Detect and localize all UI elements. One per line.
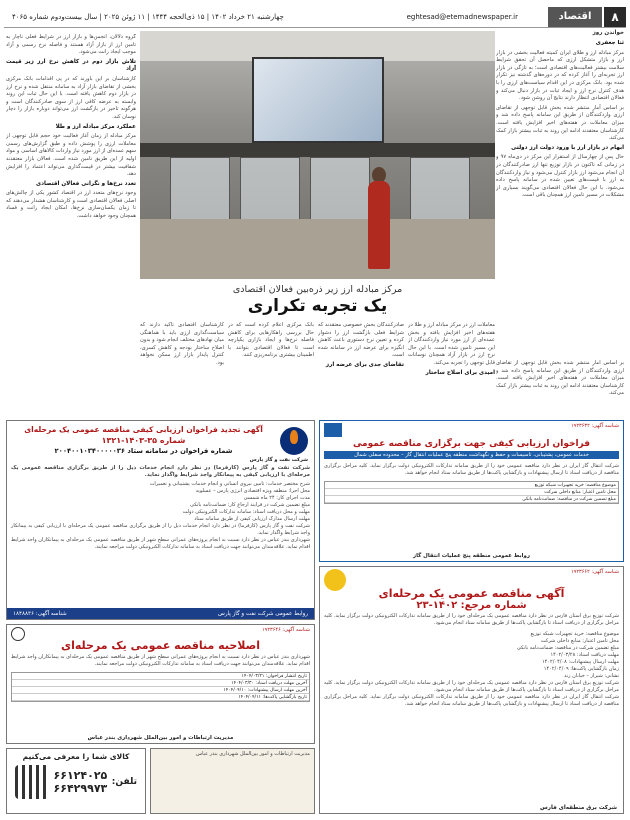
left-paragraph-1: گروه دلالان، انجمن‌ها و بازار ارز در شرایط فعلی ناچار به تامین ارز از بازار آزاد هستند و فاصله نرخ رسمی و آزاد موجب ایجاد رانت می‌شود. (6, 34, 136, 56)
ad-title: آگهی تجدید فراخوان ارزیابی کیفی مناقصه عمومی یک مرحله‌ای (24, 425, 263, 434)
ad-intro: شرکت نفت و گاز پارس (کارفرما) در نظر دارد انجام خدمات ذیل را از طریق برگزاری مناقصه عمومی یک مرحله‌ای با ارزیابی کیفی به پیمانکار واجد شرایط واگذار نماید. (11, 465, 310, 478)
ad-item: شرکت انتقال گاز ایران در نظر دارد مناقصه عمومی خود را از طریق سامانه تدارکات الکترونیکی دولت برگزار نماید. کلیه مراحل برگزاری مناقصه از دریافت اسناد تا ارسال پیشنهادات و بازگشایی پاکت‌ها از طریق سامانه ستاد انجام خواهد شد. (324, 694, 619, 707)
ad-gas-transmission (319, 420, 624, 562)
ad-correction-tender (6, 624, 315, 744)
ad-items (320, 629, 623, 710)
phone-number: ۶۶۱۲۴۰۲۵ (53, 769, 108, 782)
table-row: آخرین مهلت ارسال پیشنهادات: ۱۴۰۴/۰۴/۱۰ (12, 687, 309, 694)
table-row: موضوع مناقصه: خرید تجهیزات شبکه توزیع (325, 482, 618, 489)
people-illustration-icon (15, 765, 49, 799)
right-paragraph-1: مرکز مبادله ارز و طلای ایران کمیته فعالیت بخشی در بازار ارز و بازار متشکل ارزی که ماحصل آن تحقق شرایط سلامت بیشتر فعالیت‌های اقتصادی است؛ به تازگی در بازار ارز تجربه‌ای را آغاز کرده که در دوره‌های گذشته نیز تکرار شده بود. بانک مرکزی در این اقدام سیاست‌های ارزی را با هدف کنترل نرخ ارز و ایجاد ثبات در بازار دنبال می‌کند و فعالان اقتصادی انتظار دارند نتایج آن روشن شود. (496, 49, 624, 102)
ad-item: مهلت ارسال مدارک ارزیابی کیفی از طریق سامانه ستاد (194, 516, 310, 522)
right-lower-paragraph: بر اساس آمار منتشر شده بخش قابل توجهی از تقاضای ارزی واردکنندگان از طریق این سامانه پاسخ داده شد و میزان معاملات در هفته‌های اخیر افزایش یافته است. کارشناسان معتقدند ادامه این روند به ثبات بیشتر بازار کمک می‌کند. (496, 360, 624, 397)
right-paragraph-3: حال پس از چهارسال از استقرار این مرکز در دی‌ماه ۹۷ و در زمانی که تاکنون در بازار توزیع تنها ارز صادرکنندگان در آن انجام می‌شود ارز بازار کنترل می‌شود و نیاز واردکنندگان به ارز با قیمت‌های تعیین شده در سامانه پاسخ داده می‌شود. با این حال فعالان اقتصادی می‌گویند بسیاری از مشکلات در مسیر تامین ارز همچنان باقی است. (496, 154, 624, 199)
phone-number: ۶۶۴۲۹۹۷۳ (53, 782, 108, 795)
right-column (496, 40, 624, 358)
ad-setad-number: شماره فراخوان در سامانه ستاد ۲۰۰۴۰۰۱۰۳۴۰۰۰۰۰۳۶ (54, 447, 233, 455)
ad-item: مهلت ارسال پیشنهادات: ۱۴۰۲/۰۴/۰۸ (541, 659, 619, 665)
ad-item: مدت اجرای کار: ۲۴ ماه شمسی (243, 495, 310, 501)
display-screen (252, 57, 384, 143)
ad-item: شرح مختصر خدمات: تامین نیروی انسانی و انجام خدمات پشتیبانی و تعمیرات (149, 481, 310, 487)
ad-footer: روابط عمومی شرکت نفت و گاز پارس (218, 610, 308, 617)
right-subheading: ابهام در بازار ارز با ورود دولت ارز دولتی (511, 144, 624, 151)
table-row: تاریخ انتشار فراخوان: ۱۴۰۴/۰۳/۲۱ (12, 673, 309, 680)
dateline: چهارشنبه ۲۱ خرداد ۱۴۰۲ | ۱۵ ذی‌الحجه ۱۴۴۴ | ۱۱ ژوئن ۲۰۲۵ | سال بیست‌ودوم شماره ۴۰۶۵ (12, 12, 284, 21)
ad-item: مهلت دریافت اسناد: ۱۴۰۲/۰۳/۲۸ (550, 652, 619, 658)
ad-footer: مدیریت ارتباطات و امور بین‌الملل شهرداری بندر عباس (87, 735, 234, 741)
person-figure (368, 181, 390, 269)
ad-footer: روابط عمومی منطقه پنج عملیات انتقال گاز (413, 553, 530, 559)
ad-schedule-table (11, 672, 310, 702)
ad-item: شرکت نفت و گاز پارس (کارفرما) در نظر دارد انجام خدمات ذیل را از طریق برگزاری مناقصه عمومی یک مرحله‌ای با ارزیابی کیفی به پیمانکار واجد شرایط واگذار نماید. (11, 523, 310, 536)
mid-paragraph-3: بانک مرکزی اعلام کرده است که در حال بررسی راهکارهایی برای کاهش فاصله نرخ‌ها و ایجاد بازاری یکپارچه است تا فعالان اقتصادی بتوانند با اطمینان بیشتری برنامه‌ریزی کنند. (228, 322, 314, 359)
power-company-logo-icon (324, 569, 346, 591)
mid-subheading-2: تقاضای جدی برای عرضه ارز (325, 361, 404, 368)
mid-column-3 (228, 322, 314, 414)
table-row: آخرین مهلت دریافت اسناد: ۱۴۰۴/۰۳/۳۰ (12, 680, 309, 687)
ad-footer: شرکت برق منطقه‌ای فارس (540, 805, 617, 811)
left-paragraph-3: مرکز مبادله از زمان آغاز فعالیت خود حجم قابل توجهی از معاملات ارزی را پوشش داده و طبق گزارش‌های رسمی سهم عمده‌ای از ارز مورد نیاز واردات کالاهای اساسی و مواد اولیه از این طریق تامین شده است. فعالان بازار معتقدند شفافیت بیشتر در قیمت‌گذاری می‌تواند اعتماد را افزایش دهد. (6, 133, 136, 178)
table-row: مبلغ تضمین شرکت در مناقصه: ضمانت‌نامه بانکی (325, 496, 618, 503)
ad-item: موضوع مناقصه: خرید تجهیزات شبکه توزیع (530, 631, 619, 637)
ad-code: شناسه آگهی: ۱۹۲۳۶۴۶ (261, 627, 310, 633)
ad-title: آگهی مناقصه عمومی یک مرحله‌ای (378, 587, 565, 600)
ad-body: شرکت توزیع برق استان فارس در نظر دارد مناقصه عمومی یک مرحله‌ای خود را از طریق سامانه تدارکات الکترونیکی دولت برگزار نماید. کلیه مراحل برگزاری از دریافت اسناد تا بازگشایی پاکت‌ها از طریق سامانه ستاد انجام می‌شود. (324, 613, 619, 626)
ad-item: مهلت و محل دریافت اسناد: سامانه تدارکات الکترونیکی دولت (182, 509, 310, 515)
mid-paragraph-4: کارشناسان اقتصادی تاکید دارند که سیاست‌گذاری ارزی باید با هماهنگی میان نهادهای مختلف انجام شود و بدون اصلاح ساختار بودجه و کاهش کسری، کنترل پایدار بازار ارز ممکن نخواهد بود. (140, 322, 224, 366)
mid-column-1 (408, 322, 495, 414)
gas-company-logo-icon (324, 423, 342, 437)
ad-code: شناسه آگهی: ۱۹۲۳۶۶۲ (570, 569, 619, 575)
ad-title: فراخوان ارزیابی کیفی جهت برگزاری مناقصه عمومی (352, 439, 591, 449)
article-headline: یک تجربه تکراری (247, 296, 388, 316)
page-number: ۸ (604, 7, 626, 27)
ad-number: شماره ۳۵-۱۴۰۳-۱۳۲۱ (101, 436, 186, 445)
ad-company: شرکت نفت و گاز پارس (249, 457, 308, 463)
ad-item: شهرداری بندر عباس در نظر دارد نسبت به انجام پروژه‌های عمرانی سطح شهر از طریق مناقصه عمومی یک مرحله‌ای به پیمانکاران واجد شرایط اقدام نماید. علاقه‌مندان می‌توانند جهت دریافت اسناد به سامانه تدارکات الکترونیکی دولت مراجعه نمایند. (11, 537, 310, 550)
ad-items (7, 481, 314, 553)
left-subheading-1: تلاش بازار دوم در کاهش نرخ ارز زیر قیمت آزاد (6, 58, 136, 73)
mid-subheading-1: امیدی برای اصلاح ساختار (425, 369, 495, 376)
right-paragraph-2: بر اساس آمار منتشر شده بخش قابل توجهی از تقاضای ارزی واردکنندگان از طریق این سامانه پاسخ داده شد و میزان معاملات در هفته‌های اخیر افزایش یافته است. کارشناسان معتقدند ادامه این روند به ثبات بیشتر بازار کمک می‌کند. (496, 104, 624, 142)
section-email: eghtesad@etemadnewspaper.ir (406, 12, 518, 21)
ad-item: مبلغ تضمین شرکت در مناقصه: ضمانت‌نامه بانکی (516, 645, 619, 651)
section-title: اقتصاد (548, 7, 602, 27)
mid-column-4 (140, 322, 224, 414)
ad-code: شناسه آگهی: ۱۸۴۸۸۳۶ (13, 610, 67, 617)
mid-paragraph-2: صادرکنندگان بخش خصوصی معتقدند که شرایط فعلی بازگشت ارز را دشوار کرده و تعیین نرخ دستوری باعث کاهش انگیزه برای عرضه ارز در سامانه شده است. (318, 322, 404, 359)
ad-item: محل تامین اعتبار: منابع داخلی شرکت (540, 638, 619, 644)
ad-number: شماره مرجع: ۱۴۰۲-۲۳ (416, 600, 527, 611)
left-paragraph-4: وجود نرخ‌های متعدد ارز در اقتصاد کشور یکی از چالش‌های اصلی فعالان اقتصادی است و کارشناسان هشدار می‌دهند که تا زمان یکسان‌سازی نرخ‌ها، امکان ایجاد رانت و فساد همچنان وجود خواهد داشت. (6, 190, 136, 220)
ad-table (324, 481, 619, 504)
column-tag: خواندن روز (592, 30, 624, 36)
ad-subtitle: خدمات عمومی، پشتیبانی، تاسیسات و حفظ و نگهداشت منطقه پنج عملیات انتقال گاز – محدوده سفلی شمال (324, 451, 619, 459)
notice-text: مدیریت ارتباطات و امور بین‌الملل شهرداری بندر عباس (195, 751, 310, 757)
table-row: تاریخ بازگشایی پاکت‌ها: ۱۴۰۴/۰۴/۱۱ (12, 694, 309, 701)
ad-item: مبلغ تضمین شرکت در فرایند ارجاع کار: ضمانت‌نامه بانکی (190, 502, 310, 508)
ad-advertise-products (6, 748, 146, 814)
ad-fars-power (319, 566, 624, 814)
left-subheading-3: تعدد نرخ‌ها و نگرانی فعالان اقتصادی (35, 180, 136, 187)
table-row: محل تامین اعتبار: منابع داخلی شرکت (325, 489, 618, 496)
ad-body: شهرداری بندر عباس در نظر دارد نسبت به انجام پروژه‌های عمرانی سطح شهر از طریق مناقصه عمومی یک مرحله‌ای به پیمانکاران واجد شرایط اقدام نماید. علاقه‌مندان می‌توانند جهت دریافت اسناد به سامانه تدارکات الکترونیکی دولت مراجعه نمایند. (11, 654, 310, 667)
byline: ثنا جعفری (595, 40, 624, 46)
left-subheading-2: عملکرد مرکز مبادله ارز و طلا (55, 123, 136, 130)
ad-code: شناسه آگهی: ۱۹۲۳۶۳۲ (570, 423, 619, 429)
ad-title: اصلاحیه مناقصه عمومی یک مرحله‌ای (60, 639, 260, 652)
ad-pars-oil-gas (6, 420, 315, 620)
left-column (6, 34, 136, 414)
ad-item: نشانی: شیراز – خیابان زند (564, 673, 619, 679)
municipality-logo-icon (11, 627, 25, 641)
oil-company-logo-icon (280, 427, 308, 455)
ad-small-notice (150, 748, 315, 814)
ad-item: محل اجرا: منطقه ویژه اقتصادی انرژی پارس – عسلویه (195, 488, 310, 494)
phone-label: تلفن: (111, 777, 137, 787)
ad-title: کالای شما را معرفی می‌کنیم (22, 752, 130, 761)
ad-body: شرکت انتقال گاز ایران در نظر دارد مناقصه عمومی خود را از طریق سامانه تدارکات الکترونیکی دولت برگزار نماید. کلیه مراحل برگزاری مناقصه از دریافت اسناد تا ارسال پیشنهادات و بازگشایی پاکت‌ها از طریق سامانه ستاد انجام خواهد شد. (324, 463, 619, 476)
mid-column-2 (318, 322, 404, 414)
left-paragraph-2: کارشناسان بر این باورند که در پی اقدامات بانک مرکزی بخشی از تقاضای بازار آزاد به سامانه منتقل شده و نرخ ارز در بازار دوم کاهش یافته است. با این حال ثبات این روند وابسته به عرضه کافی ارز از سوی صادرکنندگان است و هرگونه تاخیر در بازگشت ارز می‌تواند دوباره بازار را دچار نوسان کند. (6, 75, 136, 120)
article-photo (140, 31, 495, 279)
article-kicker: مرکز مبادله ارز زیر ذره‌بین فعالان اقتصادی (232, 284, 403, 295)
ad-item: زمان بازگشایی پاکت‌ها: ۱۴۰۲/۰۴/۰۹ (543, 666, 619, 672)
ad-item: شرکت توزیع برق استان فارس در نظر دارد مناقصه عمومی یک مرحله‌ای خود را از طریق سامانه تدارکات الکترونیکی دولت برگزار نماید. کلیه مراحل برگزاری از دریافت اسناد تا بازگشایی پاکت‌ها از طریق سامانه ستاد انجام می‌شود. (324, 680, 619, 693)
mid-paragraph-1: معاملات ارز در مرکز مبادله ارز و طلا در هفته‌های اخیر افزایش یافته و بخش عمده‌ای از ارز مورد نیاز واردکنندگان از این مسیر تامین شده است. با این حال نرخ ارز در بازار آزاد همچنان نوسانات قابل توجهی را تجربه می‌کند. (408, 322, 495, 366)
right-column-lower (496, 360, 624, 414)
page-header (4, 6, 626, 28)
